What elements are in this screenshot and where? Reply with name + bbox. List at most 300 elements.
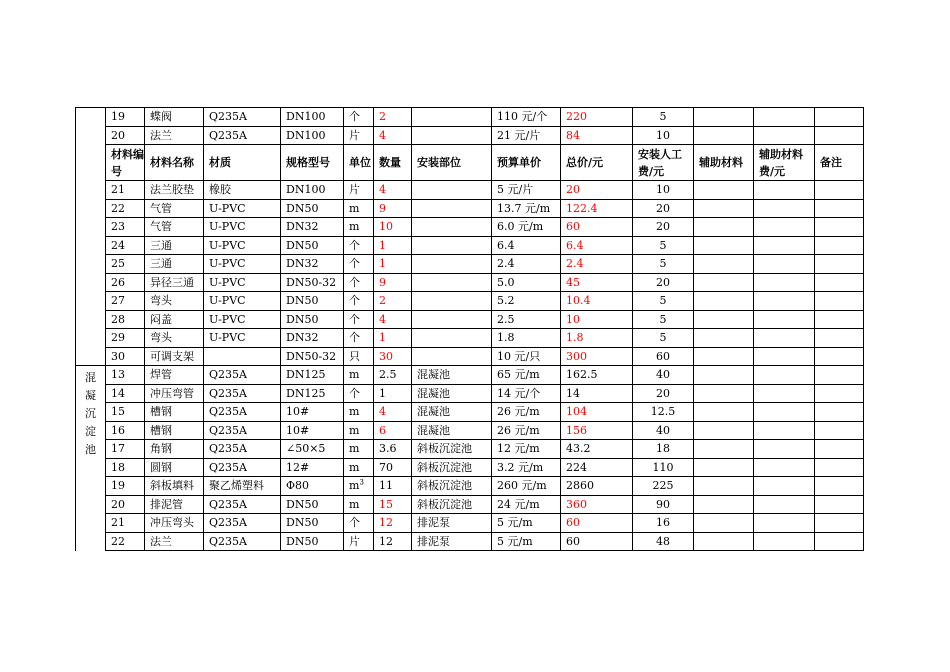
cell-location bbox=[412, 236, 492, 255]
column-header: 预算单价 bbox=[492, 145, 561, 181]
cell-price: 10 元/只 bbox=[492, 347, 561, 366]
cell-qty: 2 bbox=[374, 108, 412, 127]
cell-unit: m bbox=[344, 366, 374, 385]
material-table bbox=[75, 107, 864, 551]
cell-location bbox=[412, 329, 492, 348]
table-row bbox=[76, 108, 864, 127]
cell-unit: m bbox=[344, 199, 374, 218]
cell-note bbox=[815, 126, 864, 145]
cell-labor: 18 bbox=[633, 440, 694, 459]
cell-total: 10.4 bbox=[561, 292, 633, 311]
cell-aux-fee bbox=[754, 384, 815, 403]
cell-no: 18 bbox=[106, 458, 145, 477]
column-header: 单位 bbox=[344, 145, 374, 181]
cell-note bbox=[815, 514, 864, 533]
cell-spec: 12# bbox=[281, 458, 344, 477]
cell-price: 14 元/个 bbox=[492, 384, 561, 403]
cell-note bbox=[815, 347, 864, 366]
cell-labor: 16 bbox=[633, 514, 694, 533]
table-row bbox=[76, 366, 864, 385]
cell-note bbox=[815, 236, 864, 255]
table-row bbox=[76, 403, 864, 422]
table-row bbox=[76, 347, 864, 366]
cell-material: U-PVC bbox=[204, 329, 281, 348]
table-row bbox=[76, 126, 864, 145]
cell-name: 斜板填料 bbox=[145, 477, 204, 496]
cell-total: 14 bbox=[561, 384, 633, 403]
cell-note bbox=[815, 458, 864, 477]
cell-note bbox=[815, 273, 864, 292]
cell-location: 斜板沉淀池 bbox=[412, 477, 492, 496]
cell-total: 43.2 bbox=[561, 440, 633, 459]
cell-note bbox=[815, 218, 864, 237]
cell-aux-fee bbox=[754, 236, 815, 255]
cell-note bbox=[815, 292, 864, 311]
cell-aux bbox=[694, 126, 754, 145]
table-row bbox=[76, 495, 864, 514]
column-header: 材质 bbox=[204, 145, 281, 181]
cell-note bbox=[815, 495, 864, 514]
cell-no: 29 bbox=[106, 329, 145, 348]
cell-labor: 12.5 bbox=[633, 403, 694, 422]
cell-aux-fee bbox=[754, 181, 815, 200]
cell-labor: 20 bbox=[633, 199, 694, 218]
cell-spec: DN50 bbox=[281, 495, 344, 514]
cell-location bbox=[412, 218, 492, 237]
cell-material: Q235A bbox=[204, 514, 281, 533]
table-row bbox=[76, 236, 864, 255]
cell-total: 300 bbox=[561, 347, 633, 366]
table-row bbox=[76, 218, 864, 237]
cell-total: 156 bbox=[561, 421, 633, 440]
cell-aux bbox=[694, 273, 754, 292]
cell-unit: m bbox=[344, 440, 374, 459]
cell-qty: 1 bbox=[374, 329, 412, 348]
cell-spec: DN50-32 bbox=[281, 273, 344, 292]
cell-price: 65 元/m bbox=[492, 366, 561, 385]
cell-spec: DN32 bbox=[281, 255, 344, 274]
cell-qty: 30 bbox=[374, 347, 412, 366]
cell-no: 21 bbox=[106, 181, 145, 200]
cell-name: 弯头 bbox=[145, 292, 204, 311]
cell-price: 2.5 bbox=[492, 310, 561, 329]
cell-no: 16 bbox=[106, 421, 145, 440]
cell-labor: 5 bbox=[633, 292, 694, 311]
cell-unit: 个 bbox=[344, 255, 374, 274]
cell-price: 3.2 元/m bbox=[492, 458, 561, 477]
cell-aux-fee bbox=[754, 255, 815, 274]
cell-qty: 12 bbox=[374, 514, 412, 533]
cell-aux bbox=[694, 384, 754, 403]
cell-labor: 10 bbox=[633, 181, 694, 200]
cell-aux-fee bbox=[754, 108, 815, 127]
cell-unit: 个 bbox=[344, 310, 374, 329]
cell-price: 26 元/m bbox=[492, 421, 561, 440]
cell-total: 20 bbox=[561, 181, 633, 200]
cell-spec: Φ80 bbox=[281, 477, 344, 496]
column-header: 总价/元 bbox=[561, 145, 633, 181]
cell-total: 220 bbox=[561, 108, 633, 127]
cell-material: U-PVC bbox=[204, 310, 281, 329]
column-header: 规格型号 bbox=[281, 145, 344, 181]
cell-total: 360 bbox=[561, 495, 633, 514]
cell-price: 24 元/m bbox=[492, 495, 561, 514]
cell-unit: 个 bbox=[344, 236, 374, 255]
cell-price: 5 元/片 bbox=[492, 181, 561, 200]
cell-name: 冲压弯管 bbox=[145, 384, 204, 403]
cell-total: 60 bbox=[561, 218, 633, 237]
table-row bbox=[76, 273, 864, 292]
cell-note bbox=[815, 108, 864, 127]
cell-location: 斜板沉淀池 bbox=[412, 495, 492, 514]
cell-total: 84 bbox=[561, 126, 633, 145]
cell-no: 22 bbox=[106, 532, 145, 551]
cell-location bbox=[412, 126, 492, 145]
cell-aux bbox=[694, 108, 754, 127]
cell-aux bbox=[694, 532, 754, 551]
cell-spec: DN100 bbox=[281, 181, 344, 200]
table-row bbox=[76, 514, 864, 533]
cell-name: 气管 bbox=[145, 218, 204, 237]
cell-qty: 1 bbox=[374, 384, 412, 403]
cell-unit: 个 bbox=[344, 384, 374, 403]
cell-qty: 70 bbox=[374, 458, 412, 477]
column-header: 安装人工费/元 bbox=[633, 145, 694, 181]
cell-unit: 片 bbox=[344, 126, 374, 145]
table-row bbox=[76, 255, 864, 274]
cell-spec: 10# bbox=[281, 421, 344, 440]
cell-material: Q235A bbox=[204, 532, 281, 551]
cell-aux-fee bbox=[754, 310, 815, 329]
cell-spec: DN32 bbox=[281, 218, 344, 237]
cell-spec: DN50 bbox=[281, 236, 344, 255]
cell-name: 气管 bbox=[145, 199, 204, 218]
cell-no: 30 bbox=[106, 347, 145, 366]
cell-material: Q235A bbox=[204, 384, 281, 403]
cell-no: 20 bbox=[106, 495, 145, 514]
cell-aux-fee bbox=[754, 440, 815, 459]
cell-aux-fee bbox=[754, 532, 815, 551]
cell-material: U-PVC bbox=[204, 218, 281, 237]
cell-qty: 4 bbox=[374, 126, 412, 145]
cell-no: 26 bbox=[106, 273, 145, 292]
table-row bbox=[76, 421, 864, 440]
cell-no: 19 bbox=[106, 108, 145, 127]
table-body bbox=[76, 108, 864, 551]
cell-aux bbox=[694, 310, 754, 329]
table-row bbox=[76, 292, 864, 311]
cell-price: 26 元/m bbox=[492, 403, 561, 422]
cell-labor: 5 bbox=[633, 255, 694, 274]
cell-location: 斜板沉淀池 bbox=[412, 440, 492, 459]
cell-total: 2860 bbox=[561, 477, 633, 496]
cell-qty: 9 bbox=[374, 273, 412, 292]
cell-name: 异径三通 bbox=[145, 273, 204, 292]
cell-name: 闷盖 bbox=[145, 310, 204, 329]
cell-qty: 4 bbox=[374, 403, 412, 422]
cell-labor: 10 bbox=[633, 126, 694, 145]
cell-name: 法兰胶垫 bbox=[145, 181, 204, 200]
cell-total: 6.4 bbox=[561, 236, 633, 255]
cell-labor: 60 bbox=[633, 347, 694, 366]
cell-price: 13.7 元/m bbox=[492, 199, 561, 218]
cell-note bbox=[815, 199, 864, 218]
cell-qty: 6 bbox=[374, 421, 412, 440]
cell-price: 2.4 bbox=[492, 255, 561, 274]
cell-spec: DN100 bbox=[281, 126, 344, 145]
cell-location bbox=[412, 108, 492, 127]
cell-aux-fee bbox=[754, 421, 815, 440]
cell-aux-fee bbox=[754, 329, 815, 348]
cell-no: 17 bbox=[106, 440, 145, 459]
cell-labor: 40 bbox=[633, 366, 694, 385]
cell-price: 6.4 bbox=[492, 236, 561, 255]
cell-spec: DN50 bbox=[281, 310, 344, 329]
cell-labor: 5 bbox=[633, 310, 694, 329]
cell-name: 三通 bbox=[145, 236, 204, 255]
cell-location bbox=[412, 347, 492, 366]
cell-note bbox=[815, 255, 864, 274]
cell-total: 2.4 bbox=[561, 255, 633, 274]
cell-material: Q235A bbox=[204, 366, 281, 385]
cell-location bbox=[412, 292, 492, 311]
cell-qty: 15 bbox=[374, 495, 412, 514]
cell-note bbox=[815, 421, 864, 440]
cell-unit: 个 bbox=[344, 329, 374, 348]
cell-unit: 个 bbox=[344, 108, 374, 127]
cell-labor: 5 bbox=[633, 236, 694, 255]
cell-unit: 片 bbox=[344, 532, 374, 551]
cell-aux bbox=[694, 329, 754, 348]
cell-total: 224 bbox=[561, 458, 633, 477]
cell-location: 排泥泵 bbox=[412, 514, 492, 533]
cell-unit: m bbox=[344, 218, 374, 237]
cell-name: 槽钢 bbox=[145, 403, 204, 422]
cell-aux bbox=[694, 421, 754, 440]
cell-name: 法兰 bbox=[145, 126, 204, 145]
cell-total: 45 bbox=[561, 273, 633, 292]
cell-qty: 1 bbox=[374, 236, 412, 255]
cell-qty: 11 bbox=[374, 477, 412, 496]
cell-qty: 10 bbox=[374, 218, 412, 237]
cell-total: 104 bbox=[561, 403, 633, 422]
table-row bbox=[76, 384, 864, 403]
cell-material bbox=[204, 347, 281, 366]
cell-aux bbox=[694, 181, 754, 200]
cell-unit: 片 bbox=[344, 181, 374, 200]
column-header: 备注 bbox=[815, 145, 864, 181]
cell-price: 5.2 bbox=[492, 292, 561, 311]
cell-name: 蝶阀 bbox=[145, 108, 204, 127]
cell-name: 法兰 bbox=[145, 532, 204, 551]
cell-material: Q235A bbox=[204, 108, 281, 127]
cell-spec: DN32 bbox=[281, 329, 344, 348]
cell-aux bbox=[694, 255, 754, 274]
cell-no: 14 bbox=[106, 384, 145, 403]
group-cell bbox=[76, 108, 106, 366]
cell-labor: 20 bbox=[633, 218, 694, 237]
cell-note bbox=[815, 329, 864, 348]
cell-material: Q235A bbox=[204, 421, 281, 440]
table-row bbox=[76, 440, 864, 459]
cell-aux-fee bbox=[754, 477, 815, 496]
table-row bbox=[76, 181, 864, 200]
cell-aux bbox=[694, 366, 754, 385]
cell-material: U-PVC bbox=[204, 199, 281, 218]
cell-aux bbox=[694, 218, 754, 237]
column-header: 安装部位 bbox=[412, 145, 492, 181]
cell-aux bbox=[694, 236, 754, 255]
cell-name: 排泥管 bbox=[145, 495, 204, 514]
cell-no: 20 bbox=[106, 126, 145, 145]
cell-qty: 3.6 bbox=[374, 440, 412, 459]
cell-location: 混凝池 bbox=[412, 366, 492, 385]
cell-note bbox=[815, 532, 864, 551]
cell-total: 1.8 bbox=[561, 329, 633, 348]
cell-unit: 只 bbox=[344, 347, 374, 366]
cell-spec: DN125 bbox=[281, 366, 344, 385]
cell-qty: 2.5 bbox=[374, 366, 412, 385]
cell-qty: 1 bbox=[374, 255, 412, 274]
cell-name: 三通 bbox=[145, 255, 204, 274]
cell-name: 角钢 bbox=[145, 440, 204, 459]
column-header: 数量 bbox=[374, 145, 412, 181]
cell-price: 5.0 bbox=[492, 273, 561, 292]
cell-aux bbox=[694, 199, 754, 218]
cell-material: U-PVC bbox=[204, 273, 281, 292]
cell-total: 162.5 bbox=[561, 366, 633, 385]
cell-aux bbox=[694, 440, 754, 459]
cell-aux-fee bbox=[754, 218, 815, 237]
cell-aux bbox=[694, 458, 754, 477]
cell-labor: 20 bbox=[633, 384, 694, 403]
cell-material: Q235A bbox=[204, 440, 281, 459]
cell-aux bbox=[694, 514, 754, 533]
cell-no: 27 bbox=[106, 292, 145, 311]
cell-location: 混凝池 bbox=[412, 384, 492, 403]
cell-no: 25 bbox=[106, 255, 145, 274]
cell-labor: 20 bbox=[633, 273, 694, 292]
column-header: 辅助材料费/元 bbox=[754, 145, 815, 181]
cell-no: 15 bbox=[106, 403, 145, 422]
column-header: 材料编号 bbox=[106, 145, 145, 181]
cell-location bbox=[412, 310, 492, 329]
cell-material: 聚乙烯塑料 bbox=[204, 477, 281, 496]
cell-total: 122.4 bbox=[561, 199, 633, 218]
cell-note bbox=[815, 181, 864, 200]
cell-name: 可调支架 bbox=[145, 347, 204, 366]
cell-aux bbox=[694, 477, 754, 496]
cell-name: 弯头 bbox=[145, 329, 204, 348]
cell-spec: DN50 bbox=[281, 199, 344, 218]
cell-unit: m bbox=[344, 403, 374, 422]
cell-labor: 110 bbox=[633, 458, 694, 477]
cell-spec: ∠50×5 bbox=[281, 440, 344, 459]
cell-labor: 48 bbox=[633, 532, 694, 551]
cell-aux-fee bbox=[754, 273, 815, 292]
table-row bbox=[76, 329, 864, 348]
cell-price: 6.0 元/m bbox=[492, 218, 561, 237]
cell-location: 斜板沉淀池 bbox=[412, 458, 492, 477]
cell-aux bbox=[694, 495, 754, 514]
cell-no: 19 bbox=[106, 477, 145, 496]
cell-no: 24 bbox=[106, 236, 145, 255]
cell-unit: $m^3$ bbox=[344, 477, 374, 496]
cell-name: 焊管 bbox=[145, 366, 204, 385]
cell-labor: 90 bbox=[633, 495, 694, 514]
cell-no: 23 bbox=[106, 218, 145, 237]
cell-aux-fee bbox=[754, 292, 815, 311]
cell-aux-fee bbox=[754, 366, 815, 385]
cell-location bbox=[412, 199, 492, 218]
cell-total: 10 bbox=[561, 310, 633, 329]
cell-total: 60 bbox=[561, 514, 633, 533]
cell-location bbox=[412, 255, 492, 274]
cell-note bbox=[815, 366, 864, 385]
cell-labor: 225 bbox=[633, 477, 694, 496]
cell-material: Q235A bbox=[204, 495, 281, 514]
unit-superscript: 3 bbox=[359, 478, 364, 487]
cell-spec: DN50-32 bbox=[281, 347, 344, 366]
cell-location: 排泥泵 bbox=[412, 532, 492, 551]
table-row bbox=[76, 199, 864, 218]
cell-no: 22 bbox=[106, 199, 145, 218]
cell-name: 冲压弯头 bbox=[145, 514, 204, 533]
cell-material: U-PVC bbox=[204, 236, 281, 255]
cell-qty: 2 bbox=[374, 292, 412, 311]
cell-material: U-PVC bbox=[204, 255, 281, 274]
cell-material: U-PVC bbox=[204, 292, 281, 311]
cell-labor: 40 bbox=[633, 421, 694, 440]
cell-note bbox=[815, 440, 864, 459]
cell-name: 槽钢 bbox=[145, 421, 204, 440]
cell-location bbox=[412, 181, 492, 200]
cell-note bbox=[815, 310, 864, 329]
column-header: 材料名称 bbox=[145, 145, 204, 181]
cell-no: 13 bbox=[106, 366, 145, 385]
cell-spec: DN50 bbox=[281, 292, 344, 311]
header-row bbox=[76, 145, 864, 181]
cell-aux bbox=[694, 292, 754, 311]
cell-aux-fee bbox=[754, 458, 815, 477]
table-row bbox=[76, 532, 864, 551]
column-header: 辅助材料 bbox=[694, 145, 754, 181]
cell-aux bbox=[694, 403, 754, 422]
table-row bbox=[76, 310, 864, 329]
cell-note bbox=[815, 477, 864, 496]
group-label: 混凝沉淀池 bbox=[85, 371, 96, 456]
cell-spec: DN50 bbox=[281, 514, 344, 533]
cell-aux-fee bbox=[754, 199, 815, 218]
cell-unit: m bbox=[344, 495, 374, 514]
cell-price: 5 元/m bbox=[492, 514, 561, 533]
cell-price: 260 元/m bbox=[492, 477, 561, 496]
cell-spec: DN125 bbox=[281, 384, 344, 403]
cell-labor: 5 bbox=[633, 329, 694, 348]
table-row bbox=[76, 477, 864, 496]
cell-material: Q235A bbox=[204, 126, 281, 145]
cell-unit: m bbox=[344, 458, 374, 477]
cell-unit: m bbox=[344, 421, 374, 440]
cell-spec: DN100 bbox=[281, 108, 344, 127]
cell-location: 混凝池 bbox=[412, 403, 492, 422]
cell-price: 5 元/m bbox=[492, 532, 561, 551]
cell-unit: 个 bbox=[344, 292, 374, 311]
cell-aux-fee bbox=[754, 403, 815, 422]
cell-labor: 5 bbox=[633, 108, 694, 127]
cell-note bbox=[815, 403, 864, 422]
cell-spec: DN50 bbox=[281, 532, 344, 551]
